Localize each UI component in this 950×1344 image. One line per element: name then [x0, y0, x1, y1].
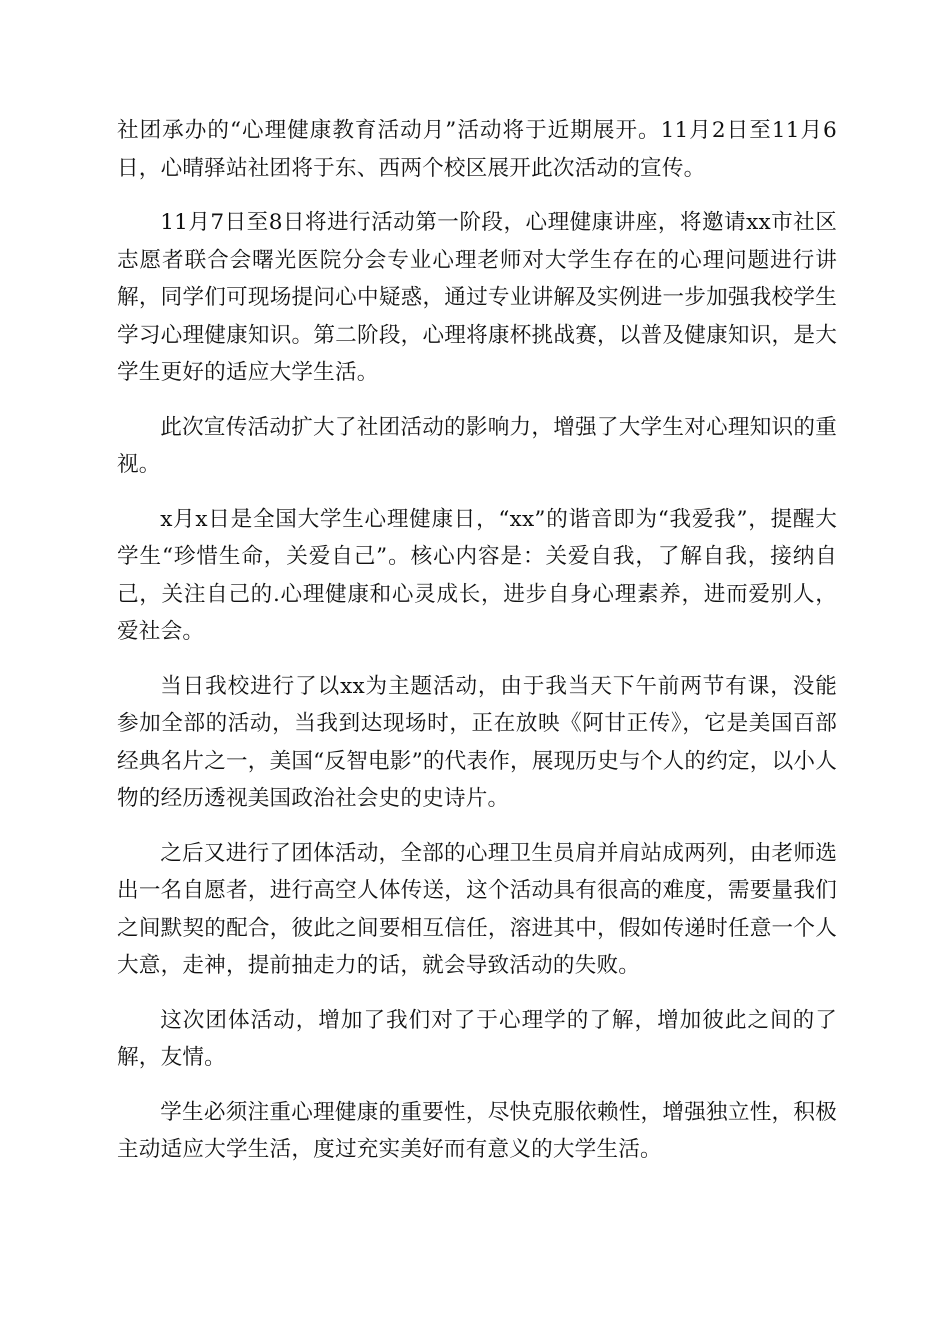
paragraph-5: 当日我校进行了以xx为主题活动，由于我当天下午前两节有课，没能参加全部的活动，当我到达现场时，正在放映《阿甘正传》，它是美国百部经典名片之一，美国“反智电影”的代表作，展现历史与个人的约定，以小人物的经历透视美国政治社会史的史诗片。 — [117, 673, 837, 811]
paragraph-8: 学生必须注重心理健康的重要性，尽快克服依赖性，增强独立性，积极主动适应大学生活，度过充实美好而有意义的大学生活。 — [117, 1099, 837, 1162]
paragraph-1: 社团承办的“心理健康教育活动月”活动将于近期展开。11月2日至11月6日，心晴驿站社团将于东、西两个校区展开此次活动的宣传。 — [117, 118, 837, 181]
paragraph-2: 11月7日至8日将进行活动第一阶段，心理健康讲座，将邀请xx市社区志愿者联合会曙光医院分会专业心理老师对大学生存在的心理问题进行讲解，同学们可现场提问心中疑惑，通过专业讲解及实例进一步加强我校学生学习心理健康知识。第二阶段，心理将康杯挑战赛，以普及健康知识，是大学生更好的适应大学生活。 — [117, 210, 837, 385]
paragraph-4: x月x日是全国大学生心理健康日，“xx”的谐音即为“我爱我”，提醒大学生“珍惜生命，关爱自己”。核心内容是：关爱自我，了解自我，接纳自己，关注自己的.心理健康和心灵成长，进步自身心理素养，进而爱别人，爱社会。 — [117, 506, 837, 644]
paragraph-3: 此次宣传活动扩大了社团活动的影响力，增强了大学生对心理知识的重视。 — [117, 414, 837, 477]
paragraph-6: 之后又进行了团体活动，全部的心理卫生员肩并肩站成两列，由老师选出一名自愿者，进行高空人体传送，这个活动具有很高的难度，需要量我们之间默契的配合，彼此之间要相互信任，溶进其中，假如传递时任意一个人大意，走神，提前抽走力的话，就会导致活动的失败。 — [117, 840, 837, 978]
document-body — [117, 112, 837, 1186]
paragraph-7: 这次团体活动，增加了我们对了于心理学的了解，增加彼此之间的了解，友情。 — [117, 1007, 837, 1070]
